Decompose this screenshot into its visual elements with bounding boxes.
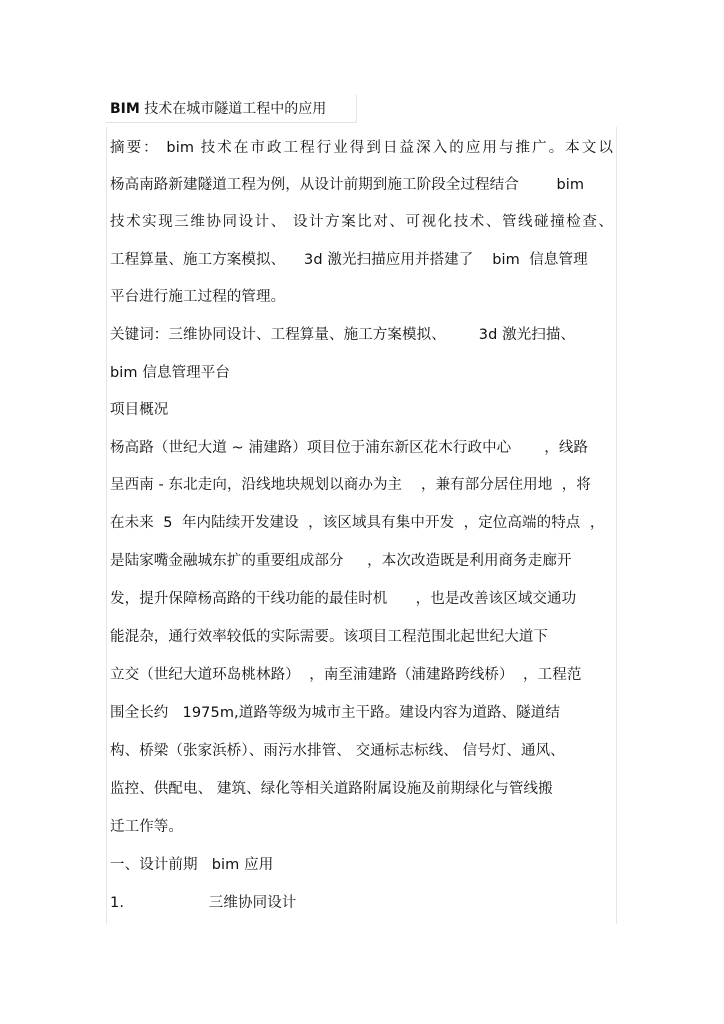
abstract-line-2: 杨高南路新建隧道工程为例，从设计前期到施工阶段全过程结合 bim (110, 177, 585, 193)
section-heading-design-phase: 一、设计前期 bim 应用 (110, 857, 274, 873)
abstract-line-1: 摘要： bim 技术在市政工程行业得到日益深入的应用与推广。本文以 (110, 140, 613, 156)
overview-line-11: 迁工作等。 (110, 819, 183, 835)
overview-line-10: 监控、供配电、 建筑、绿化等相关道路附属设施及前期绿化与管线搬 (110, 781, 553, 797)
keywords-line-1: 关键词：三维协同设计、工程算量、施工方案模拟、 3d 激光扫描、 (110, 327, 576, 343)
overview-line-6: 能混杂，通行效率较低的实际需要。该项目工程范围北起世纪大道下 (110, 629, 548, 645)
subsection-heading-3d-collab: 1. 三维协同设计 (110, 895, 297, 911)
abstract-line-4: 工程算量、施工方案模拟、 3d 激光扫描应用并搭建了 bim 信息管理 (110, 252, 588, 268)
overview-line-8: 围全长约 1975m,道路等级为城市主干路。建设内容为道路、隧道结 (110, 705, 560, 721)
abstract-line-5: 平台进行施工过程的管理。 (110, 289, 286, 305)
overview-line-3: 在未来 5 年内陆续开发建设 ，该区域具有集中开发 ，定位高端的特点 ， (110, 515, 605, 531)
keywords-line-2: bim 信息管理平台 (110, 365, 230, 381)
document-title-bold: BIM (110, 101, 140, 117)
overview-line-4: 是陆家嘴金融城东扩的重要组成部分 ，本次改造既是利用商务走廊开 (110, 553, 572, 569)
overview-line-5: 发，提升保障杨高路的干线功能的最佳时机 ，也是改善该区域交通功 (110, 591, 577, 607)
overview-line-2: 呈西南 - 东北走向，沿线地块规划以商办为主 ，兼有部分居住用地 ，将 (110, 477, 592, 493)
section-heading-overview: 项目概况 (110, 402, 169, 418)
overview-line-9: 构、桥梁（张家浜桥）、雨污水排管、 交通标志标线、 信号灯、通风、 (110, 743, 565, 759)
document-title (110, 99, 326, 119)
overview-line-1: 杨高路（世纪大道 ~ 浦建路）项目位于浦东新区花木行政中心 ，线路 (110, 440, 589, 456)
abstract-line-3: 技术实现三维协同设计、 设计方案比对、可视化技术、管线碰撞检查、 (110, 214, 613, 230)
overview-line-7: 立交（世纪大道环岛桃林路） ，南至浦建路（浦建路跨线桥） ，工程范 (110, 667, 582, 683)
document-title-text: 技术在城市隧道工程中的应用 (139, 101, 327, 117)
